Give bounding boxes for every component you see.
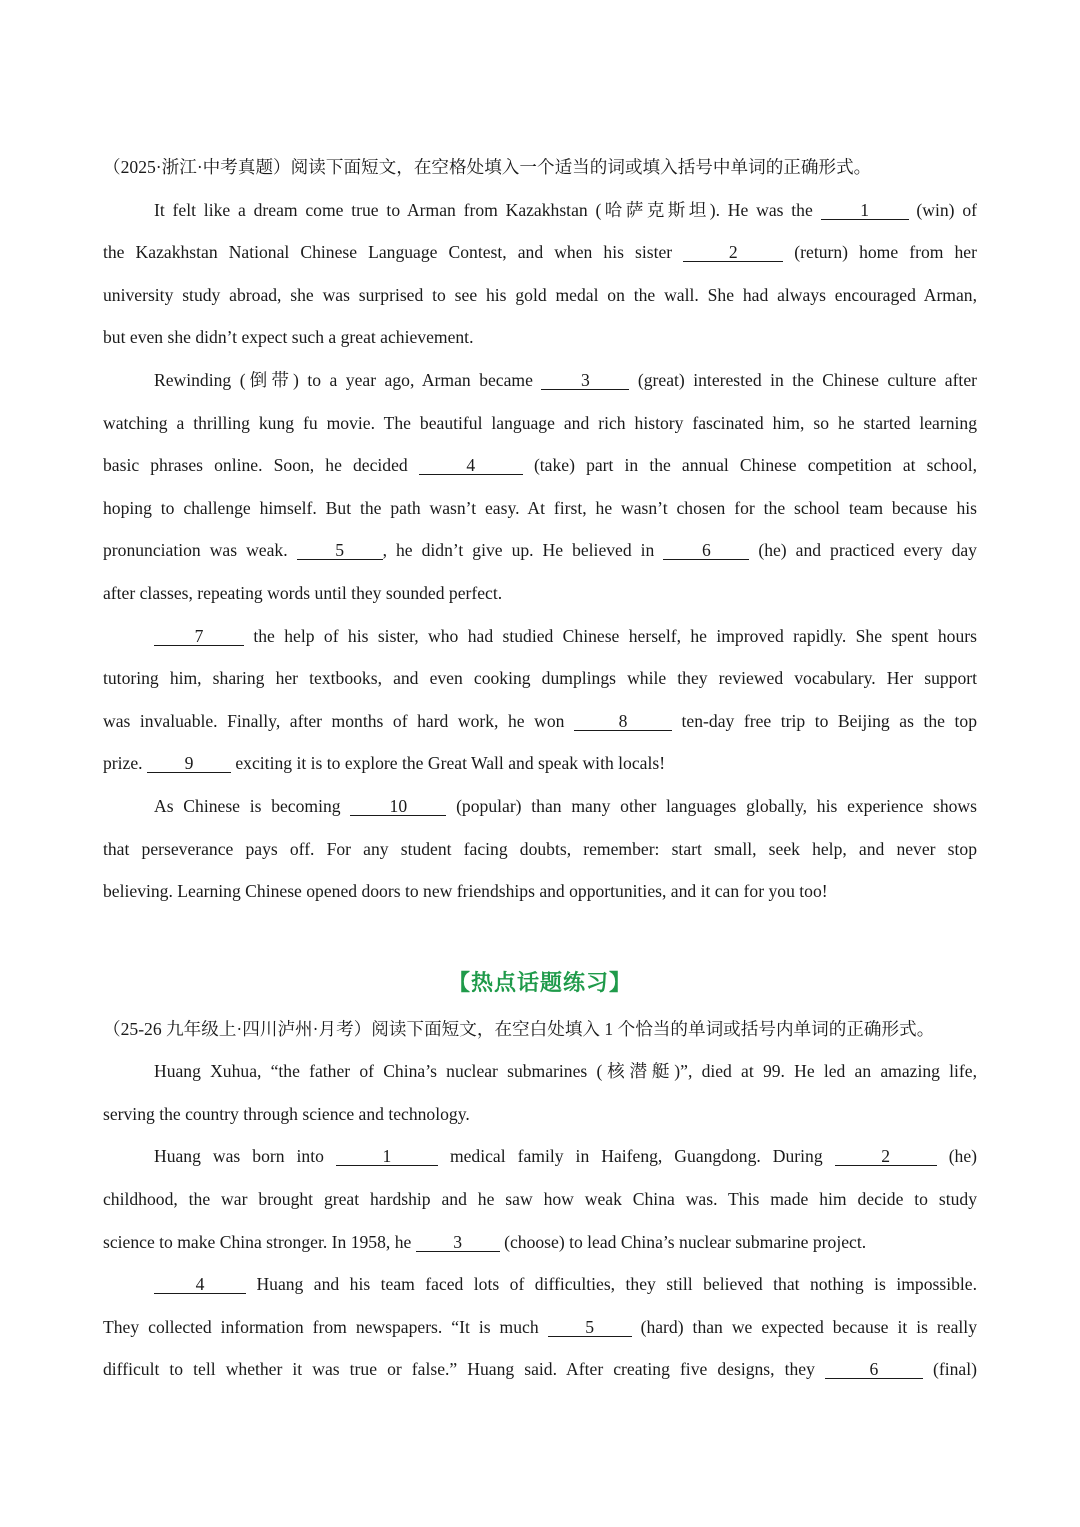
passage1-p1-line3: university study abroad, she was surprised to see his gold medal on the wall. She had always encouraged Arman, [103,284,977,305]
passage1-p1-line2: the Kazakhstan National Chinese Language Contest, and when his sister 2 (return) home from her [103,242,977,263]
section-title: 【热点话题练习】 [447,970,632,996]
passage1-p4-line3: believing. Learning Chinese opened doors to new friendships and opportunities, and it can for you too! [103,881,828,902]
blank-1[interactable]: 1 [821,201,909,220]
blank-p2-2[interactable]: 2 [835,1147,937,1166]
blank-2[interactable]: 2 [683,243,783,262]
document-page [103,146,977,1391]
passage1-instruction: （2025·浙江·中考真题）阅读下面短文，在空格处填入一个适当的词或填入括号中单词的正确形式。 [103,157,872,177]
blank-3[interactable]: 3 [541,371,629,390]
passage1-p3-line4: prize. 9 exciting it is to explore the Great Wall and speak with locals! [103,753,666,774]
passage1-p2-line1: Rewinding (倒带) to a year ago, Arman became 3 (great) interested in the Chinese culture after [154,369,977,390]
blank-5[interactable]: 5 [297,541,383,560]
blank-p2-4[interactable]: 4 [154,1275,246,1294]
passage1-p3-line2: tutoring him, sharing her textbooks, and even cooking dumplings while they reviewed vocabulary. Her support [103,668,977,689]
passage1-p3-line1: 7 the help of his sister, who had studied Chinese herself, he improved rapidly. She spent hours [103,615,977,658]
blank-p2-6[interactable]: 6 [825,1360,923,1379]
passage1-p2-line3: basic phrases online. Soon, he decided 4 (take) part in the annual Chinese competition at school, [103,455,977,476]
passage2-instruction: （25-26 九年级上·四川泸州·月考）阅读下面短文，在空白处填入 1 个恰当的单词或括号内单词的正确形式。 [103,1018,935,1039]
passage2-p1-line2: serving the country through science and technology. [103,1103,470,1124]
blank-8[interactable]: 8 [574,712,672,731]
passage2-p2-line1: Huang was born into 1 medical family in Haifeng, Guangdong. During 2 (he) [154,1146,978,1167]
passage2-p2-line2: childhood, the war brought great hardship and he saw how weak China was. This made him decide to study [103,1189,977,1210]
blank-p2-1[interactable]: 1 [336,1147,438,1166]
passage1-p3-line3: was invaluable. Finally, after months of hard work, he won 8 ten-day free trip to Beijing as the top [103,710,977,731]
passage1-p2-line5: pronunciation was weak. 5 , he didn’t give up. He believed in 6 (he) and practiced every day [103,540,977,561]
blank-6[interactable]: 6 [663,541,749,560]
blank-7[interactable]: 7 [154,627,244,646]
blank-9[interactable]: 9 [147,754,231,773]
blank-p2-3[interactable]: 3 [416,1233,500,1252]
passage2-p3-line1: 4 Huang and his team faced lots of difficulties, they still believed that nothing is impossible. [103,1263,977,1306]
passage1-p4-line1: As Chinese is becoming 10 (popular) than many other languages globally, his experience shows [154,795,977,816]
passage1-p2-line4: hoping to challenge himself. But the path wasn’t easy. At first, he wasn’t chosen for the school team because his [103,497,977,518]
blank-4[interactable]: 4 [419,456,523,475]
passage1-p1-line1: It felt like a dream come true to Arman from Kazakhstan (哈萨克斯坦). He was the 1 (win) of [154,199,977,220]
blank-p2-5[interactable]: 5 [548,1318,632,1337]
passage1-p1-line4: but even she didn’t expect such a great achievement. [103,327,474,348]
passage2-p1-line1: Huang Xuhua, “the father of China’s nuclear submarines (核潜艇)”, died at 99. He led an amazing life, [154,1061,977,1082]
passage1-p4-line2: that perseverance pays off. For any student facing doubts, remember: start small, seek help, and never stop [103,838,977,859]
passage2-p2-line3: science to make China stronger. In 1958, he 3 (choose) to lead China’s nuclear submarine project. [103,1231,867,1252]
passage2-p3-line3: difficult to tell whether it was true or false.” Huang said. After creating five designs, they 6 (final) [103,1359,977,1380]
blank-10[interactable]: 10 [350,797,446,816]
passage1-p2-line2: watching a thrilling kung fu movie. The beautiful language and rich history fascinated him, so he started learning [103,412,977,433]
passage2-p3-line2: They collected information from newspapers. “It is much 5 (hard) than we expected because it is really [103,1316,977,1337]
passage1-p2-line6: after classes, repeating words until they sounded perfect. [103,582,503,603]
